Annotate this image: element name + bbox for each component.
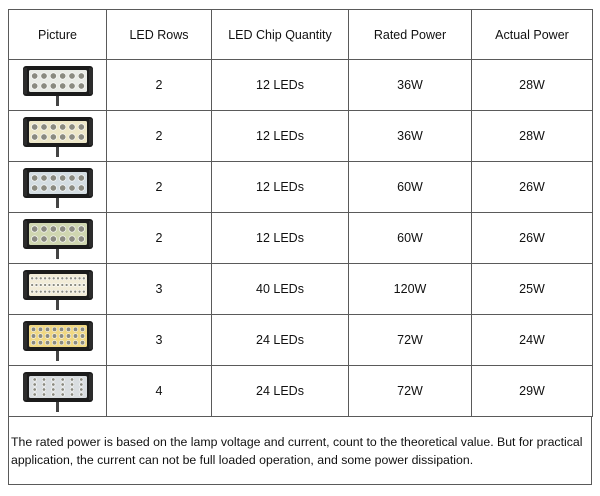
header-rated-power: Rated Power xyxy=(349,10,472,60)
picture-cell xyxy=(9,111,107,162)
rated-power-cell: 72W xyxy=(349,366,472,417)
led-rows-cell: 4 xyxy=(107,366,212,417)
rated-power-cell: 120W xyxy=(349,264,472,315)
table-row xyxy=(9,111,593,162)
led-light-bar-2-row-green-icon xyxy=(22,216,94,260)
led-chip-quantity-cell: 12 LEDs xyxy=(212,60,349,111)
rated-power-cell: 36W xyxy=(349,111,472,162)
led-rows-cell: 2 xyxy=(107,111,212,162)
actual-power-cell: 28W xyxy=(472,111,593,162)
table-row xyxy=(9,162,593,213)
header-picture: Picture xyxy=(9,10,107,60)
led-light-bar-3-row-amber-icon xyxy=(22,318,94,362)
led-rows-cell: 2 xyxy=(107,60,212,111)
actual-power-cell: 29W xyxy=(472,366,593,417)
led-light-bar-4-row-white-icon xyxy=(22,369,94,413)
led-rows-cell: 3 xyxy=(107,264,212,315)
actual-power-cell: 26W xyxy=(472,213,593,264)
actual-power-cell: 26W xyxy=(472,162,593,213)
table-header-row xyxy=(9,10,593,60)
picture-cell xyxy=(9,60,107,111)
picture-cell xyxy=(9,213,107,264)
table-row xyxy=(9,315,593,366)
led-chip-quantity-cell: 24 LEDs xyxy=(212,366,349,417)
led-chip-quantity-cell: 12 LEDs xyxy=(212,162,349,213)
actual-power-cell: 25W xyxy=(472,264,593,315)
header-led-rows: LED Rows xyxy=(107,10,212,60)
led-chip-quantity-cell: 24 LEDs xyxy=(212,315,349,366)
picture-cell xyxy=(9,264,107,315)
led-light-bar-3-row-white-icon xyxy=(22,267,94,311)
led-rows-cell: 2 xyxy=(107,213,212,264)
led-spec-table-container xyxy=(8,9,592,485)
led-light-bar-2-row-cool-icon xyxy=(22,165,94,209)
led-chip-quantity-cell: 12 LEDs xyxy=(212,111,349,162)
picture-cell xyxy=(9,366,107,417)
power-note: The rated power is based on the lamp voltage and current, count to the theoretical value. But for practical application, the current can not be full loaded operation, and some power dissipation. xyxy=(8,417,592,485)
table-row xyxy=(9,60,593,111)
table-row xyxy=(9,366,593,417)
picture-cell xyxy=(9,162,107,213)
table-row xyxy=(9,213,593,264)
actual-power-cell: 28W xyxy=(472,60,593,111)
led-chip-quantity-cell: 12 LEDs xyxy=(212,213,349,264)
table-row xyxy=(9,264,593,315)
led-spec-table xyxy=(8,9,593,417)
led-light-bar-2-row-white-icon xyxy=(22,63,94,107)
led-chip-quantity-cell: 40 LEDs xyxy=(212,264,349,315)
header-actual-power: Actual Power xyxy=(472,10,593,60)
led-light-bar-2-row-warm-icon xyxy=(22,114,94,158)
rated-power-cell: 36W xyxy=(349,60,472,111)
header-led-chip-quantity: LED Chip Quantity xyxy=(212,10,349,60)
led-rows-cell: 3 xyxy=(107,315,212,366)
rated-power-cell: 72W xyxy=(349,315,472,366)
picture-cell xyxy=(9,315,107,366)
led-rows-cell: 2 xyxy=(107,162,212,213)
rated-power-cell: 60W xyxy=(349,213,472,264)
rated-power-cell: 60W xyxy=(349,162,472,213)
actual-power-cell: 24W xyxy=(472,315,593,366)
